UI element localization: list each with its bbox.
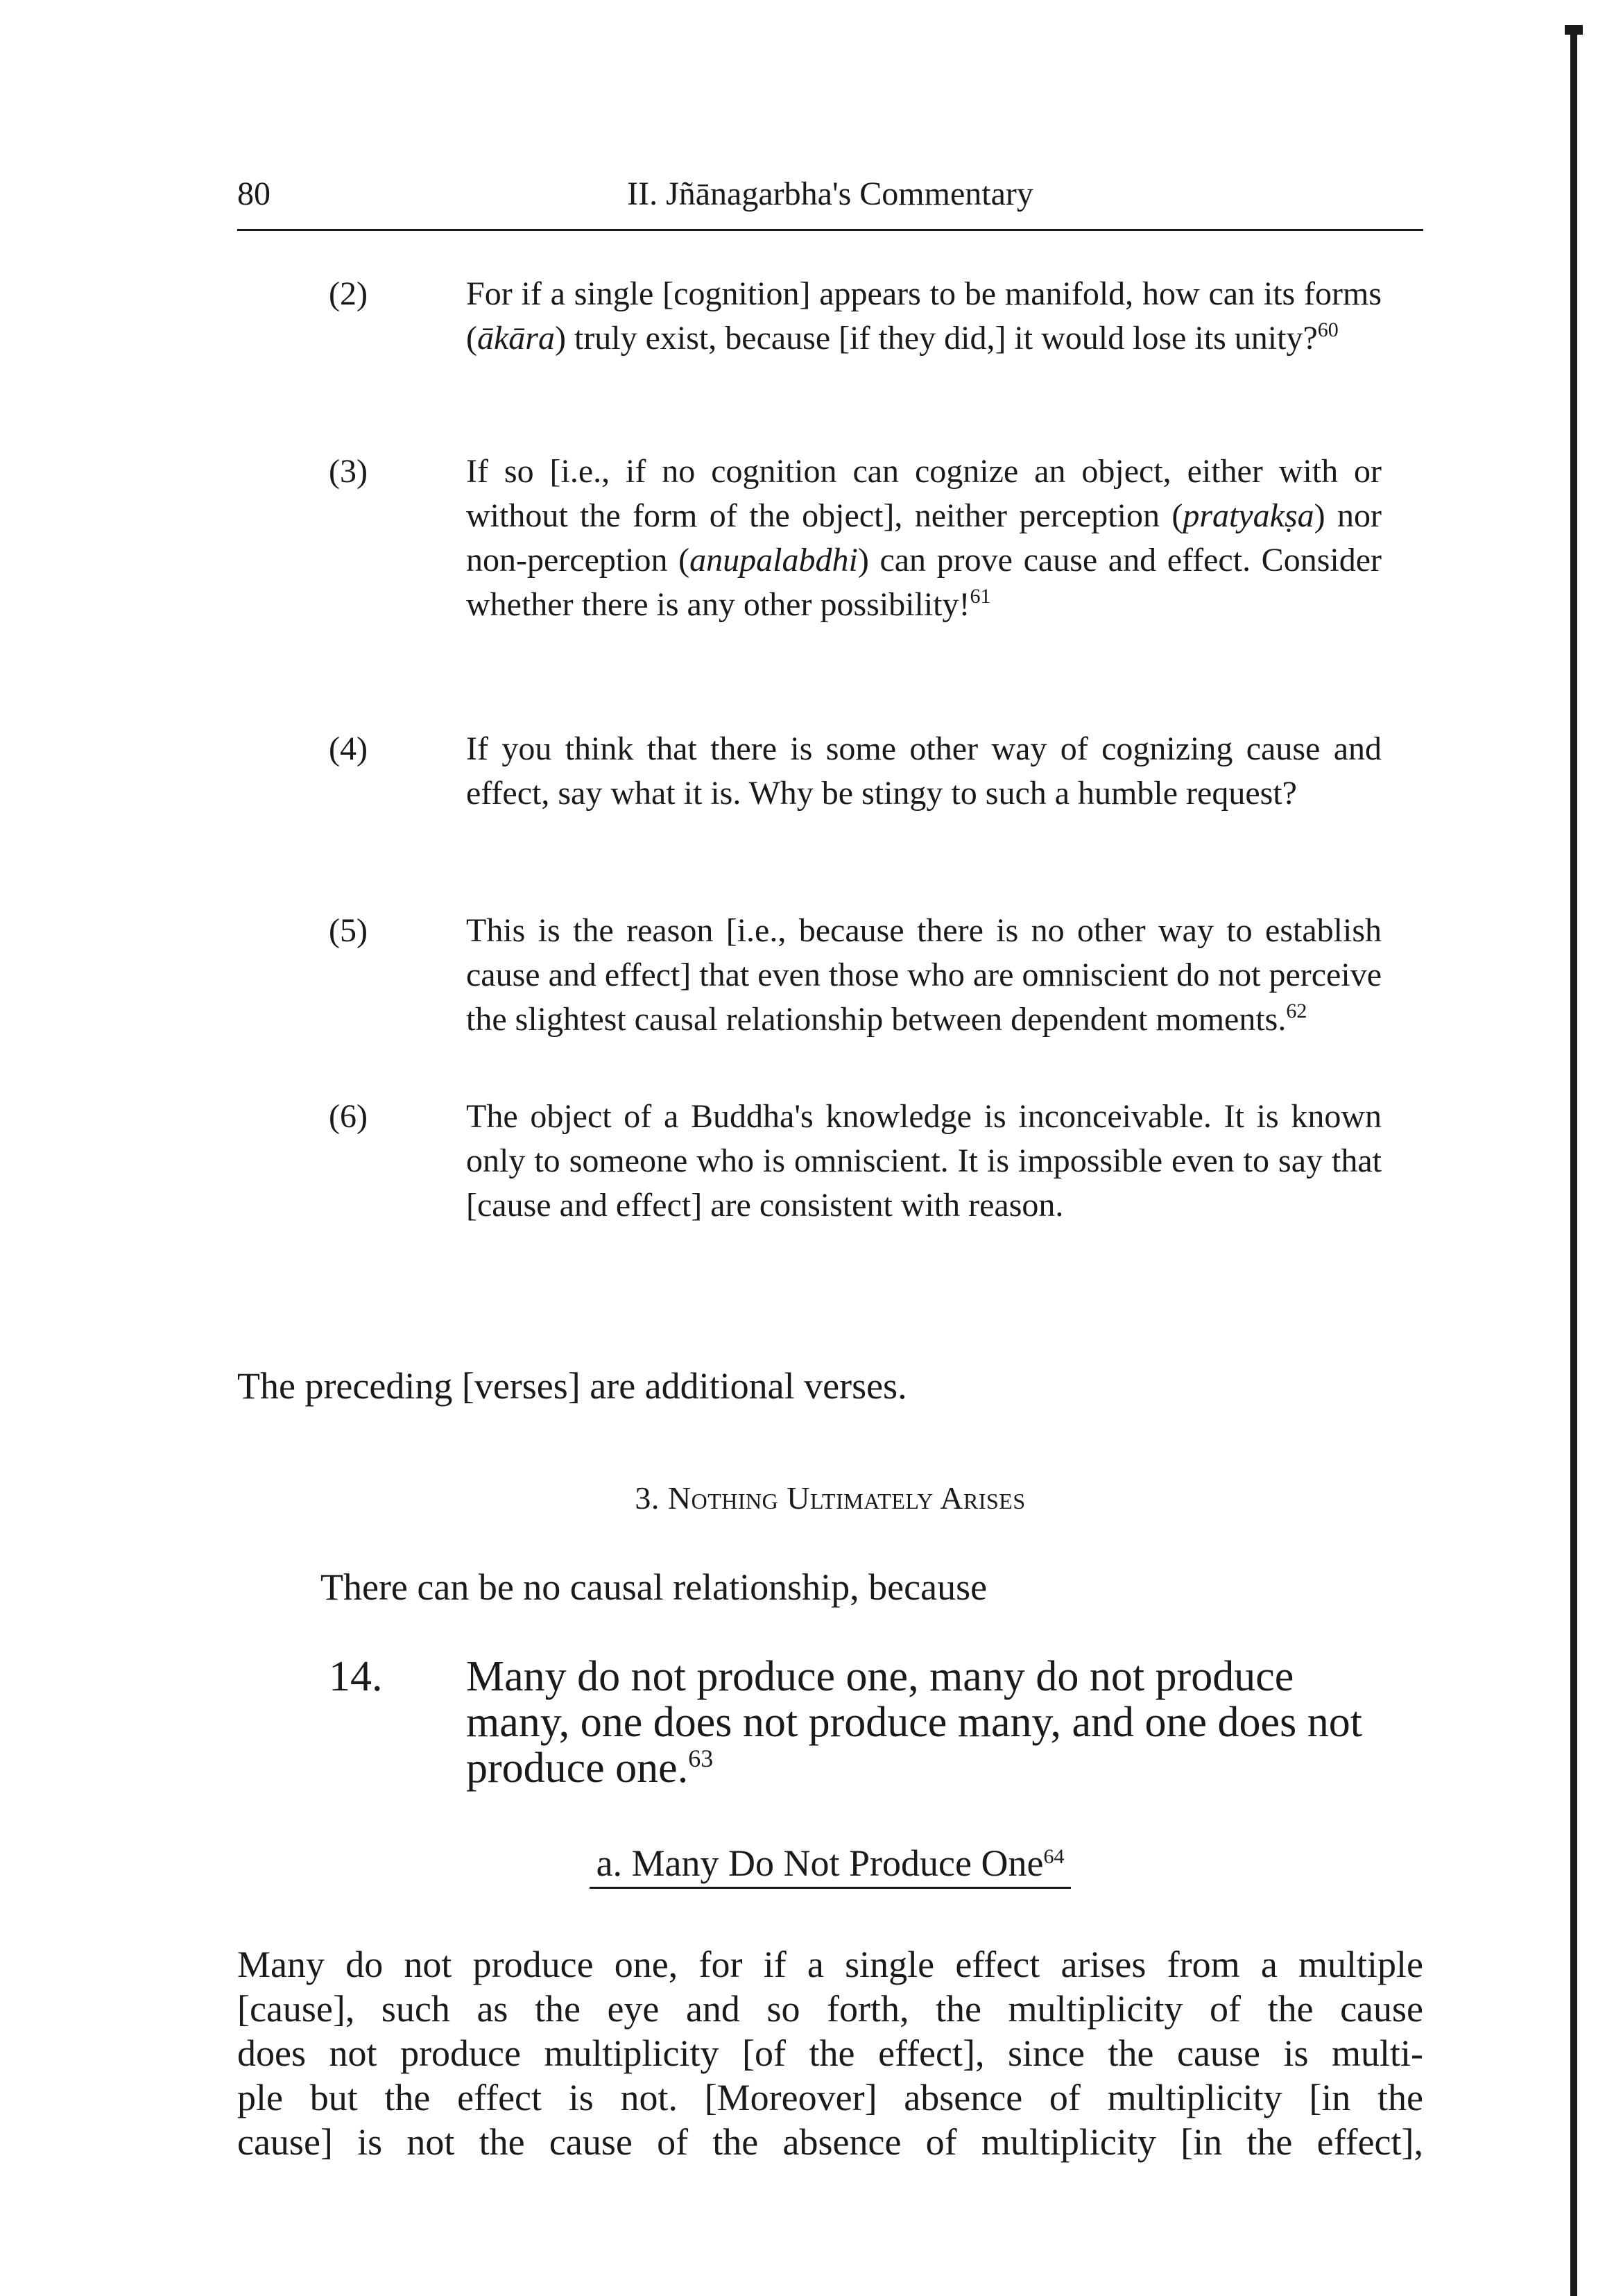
intro-line: There can be no causal relationship, because [320,1566,988,1608]
footnote-marker: 63 [688,1745,714,1772]
running-head: II. Jñānagarbha's Commentary [627,175,1033,212]
root-verse-number: 14. [329,1653,383,1700]
subheading: a. Many Do Not Produce One$^{64}$ [237,1841,1423,1885]
footnote-marker: 61 [970,585,991,608]
body-line: Many do not produce one, for if a single effect arises from a multiple [237,1944,1423,1985]
section-heading: 3. Nothing Ultimately Arises [635,1480,1026,1516]
verse-text: For if a single [cognition] appears to be manifold, how can its forms (ākāra) truly exist, because [if they did,] it would lose its unity?$^{60}$ [466,275,1382,357]
footnote-marker: 60 [1317,318,1339,341]
verse-text: The object of a Buddha's knowledge is inconceivable. It is known only to someone who is omniscient. It is impossible even to say that [cause and effect] are consistent with reason. [466,1098,1382,1224]
footnote-marker: 62 [1286,1000,1307,1022]
body-line: cause] is not the cause of the absence of multiplicity [in the effect], [237,2121,1423,2163]
verse-number: (2) [329,275,368,312]
footnote-marker: 64 [1043,1845,1065,1868]
verse-text: This is the reason [i.e., because there is no other way to establish cause and effect] that even those who are omniscient do not perceive the slightest causal relationship between dependent moments.$^{62}$ [466,912,1382,1038]
verse-number: (6) [329,1098,368,1135]
body-paragraph [237,1942,1423,2164]
verse-number: (3) [329,453,368,490]
page-header [237,166,1423,231]
body-line: does not produce multiplicity [of the effect], since the cause is multi- [237,2032,1423,2074]
body-line: ple but the effect is not. [Moreover] absence of multiplicity [in the [237,2077,1423,2118]
body-line: [cause], such as the eye and so forth, the multiplicity of the cause [237,1988,1423,2030]
verse-text: If you think that there is some other way of cognizing cause and effect, say what it is. Why be stingy to such a humble request? [466,730,1382,812]
root-verse-text: Many do not produce one, many do not produce many, one does not produce many, and one does not produce one.$^{63}$ [466,1653,1362,1792]
verse-number: (5) [329,912,368,949]
page-edge-bar [1570,28,1577,2296]
page-number: 80 [237,175,270,212]
verse-number: (4) [329,730,368,767]
additional-verses-note: The preceding [verses] are additional verses. [237,1365,907,1407]
verse-text: If so [i.e., if no cognition can cognize an object, either with or without the form of the object], neither perception (pratyakṣa) nor non-perception (anupalabdhi) can prove cause and effect. Consider whether there is any other possibility!$^{61}$ [466,453,1382,623]
